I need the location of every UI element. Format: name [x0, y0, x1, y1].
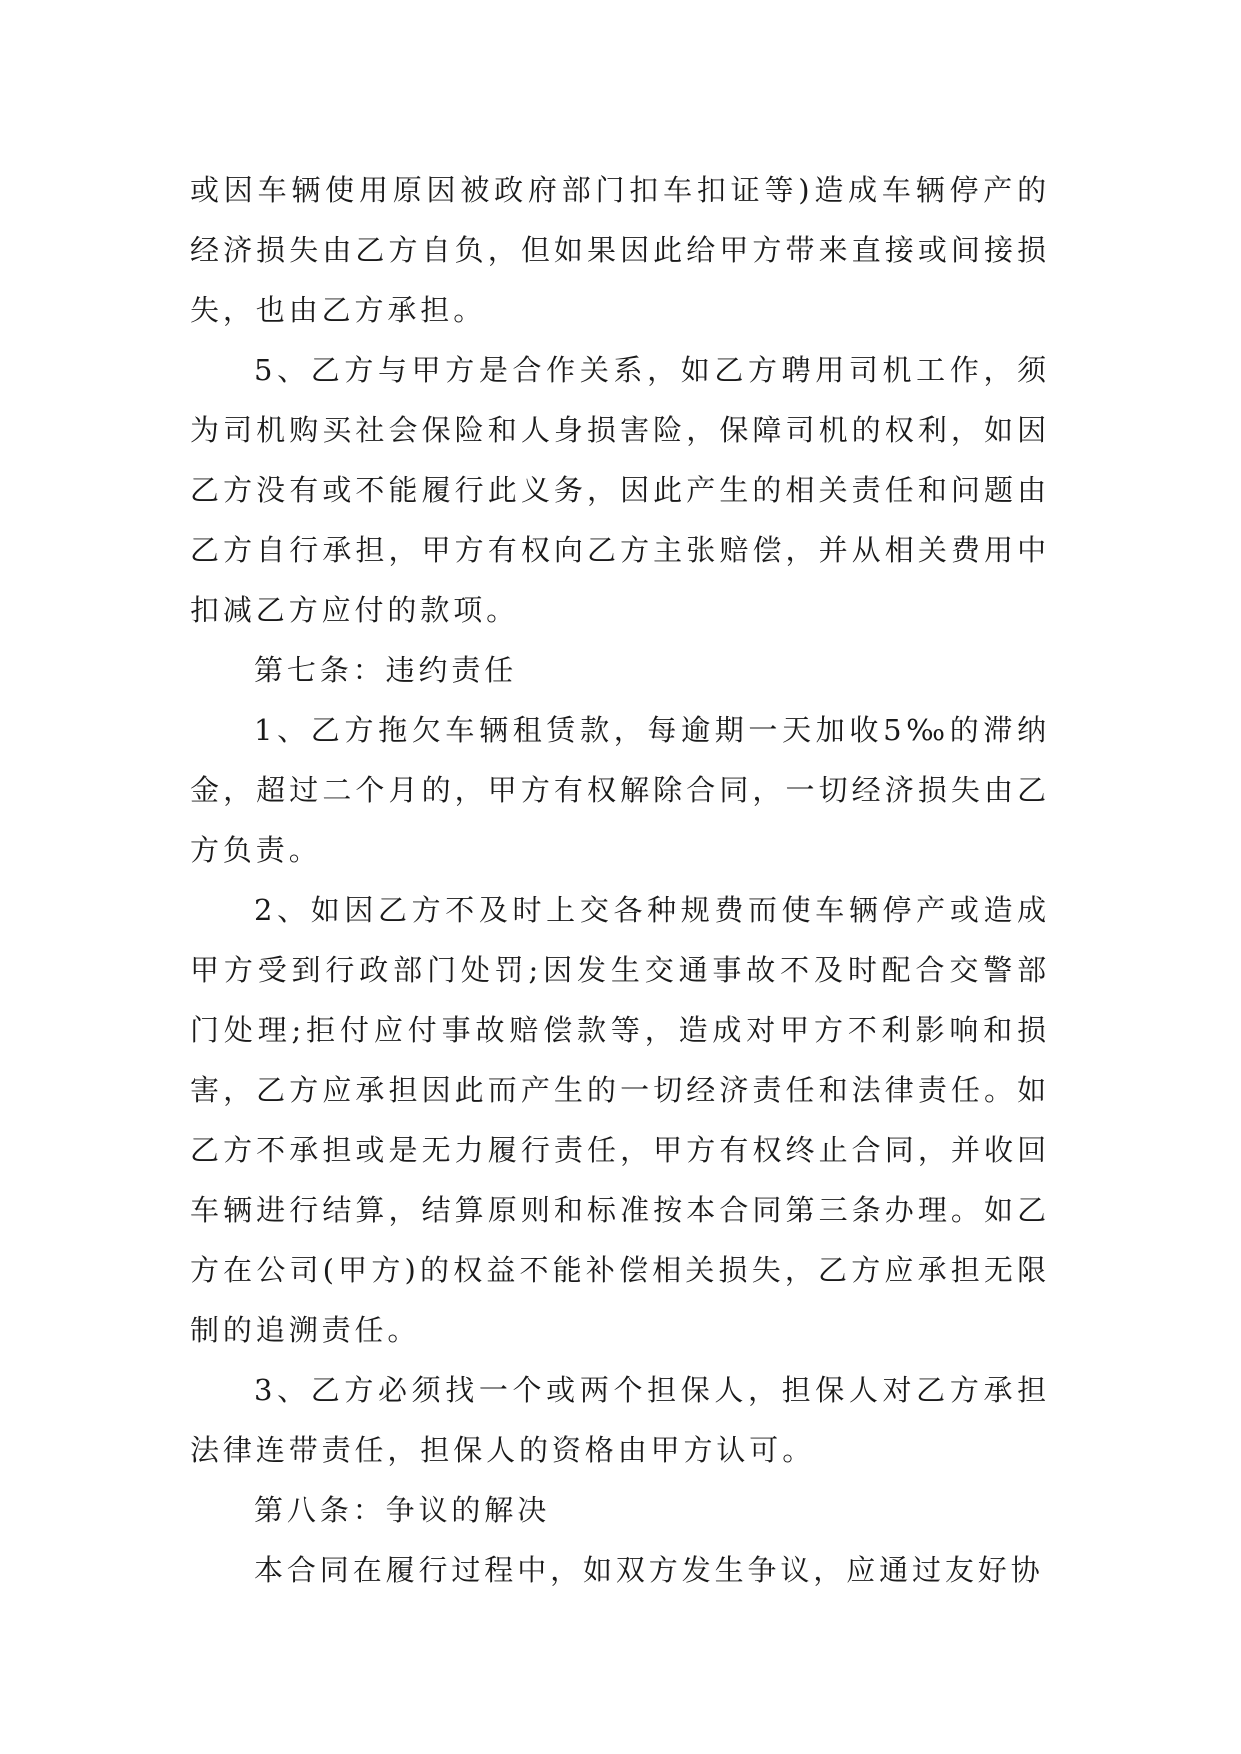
paragraph-article-8-body: 本合同在履行过程中，如双方发生争议，应通过友好协: [254, 1553, 1044, 1587]
paragraph-article-7-clause-2: 2、如因乙方不及时上交各种规费而使车辆停产或造成甲方受到行政部门处罚;因发生交通事故不及时配合交警部门处理;拒付应付事故赔偿款等，造成对甲方不利影响和损害，乙方应承担因此而产生的一切经济责任和法律责任。如乙方不承担或是无力履行责任，甲方有权终止合同，并收回车辆进行结算，结算原则和标准按本合同第三条办理。如乙方在公司(甲方)的权益不能补偿相关损失，乙方应承担无限制的追溯责任。: [190, 893, 1050, 1347]
paragraph-article-7-clause-1: 1、乙方拖欠车辆租赁款，每逾期一天加收5‰的滞纳金，超过二个月的，甲方有权解除合同，一切经济损失由乙方负责。: [190, 713, 1050, 867]
paragraph-article-7-clause-3: 3、乙方必须找一个或两个担保人，担保人对乙方承担法律连带责任，担保人的资格由甲方认可。: [190, 1373, 1050, 1467]
article-7-heading: 第七条：违约责任: [254, 653, 518, 687]
paragraph-clause-5: 5、乙方与甲方是合作关系，如乙方聘用司机工作，须为司机购买社会保险和人身损害险，保障司机的权利，如因乙方没有或不能履行此义务，因此产生的相关责任和问题由乙方自行承担，甲方有权向乙方主张赔偿，并从相关费用中扣减乙方应付的款项。: [190, 353, 1050, 627]
document-body: [190, 160, 1050, 1600]
article-8-heading: 第八条：争议的解决: [254, 1493, 551, 1527]
paragraph-continuation: 或因车辆使用原因被政府部门扣车扣证等)造成车辆停产的经济损失由乙方自负，但如果因此给甲方带来直接或间接损失，也由乙方承担。: [190, 173, 1050, 327]
